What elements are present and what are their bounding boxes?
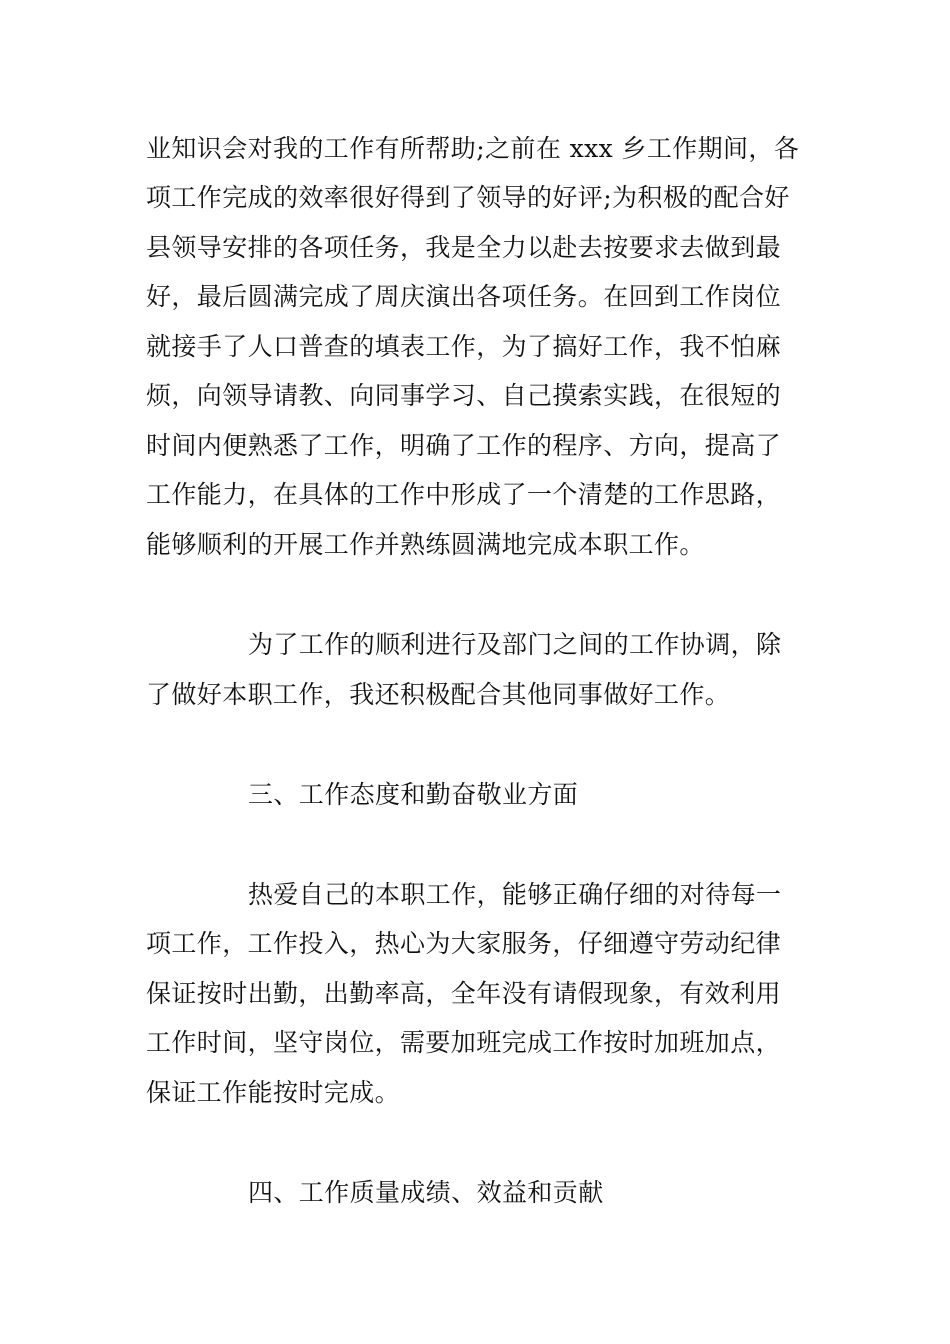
paragraph-2-line-2: 了做好本职工作，我还积极配合其他同事做好工作。 — [146, 680, 731, 709]
paragraph-1-line-6: 烦，向领导请教、向同事学习、自己摸索实践，在很短的 — [146, 381, 782, 410]
paragraph-1-line-5: 就接手了人口普查的填表工作，为了搞好工作，我不怕麻 — [146, 332, 782, 361]
paragraph-1-line-7: 时间内便熟悉了工作，明确了工作的程序、方向，提高了 — [146, 431, 782, 460]
section-heading-3: 三、工作态度和勤奋敬业方面 — [248, 780, 579, 809]
paragraph-1-line-8: 工作能力，在具体的工作中形成了一个清楚的工作思路， — [146, 480, 782, 509]
paragraph-1-line-2: 项工作完成的效率很好得到了领导的好评;为积极的配合好 — [146, 183, 790, 212]
paragraph-1-line-9: 能够顺利的开展工作并熟练圆满地完成本职工作。 — [146, 530, 705, 559]
paragraph-1-line-3: 县领导安排的各项任务，我是全力以赴去按要求去做到最 — [146, 233, 782, 262]
paragraph-3-line-1: 热爱自己的本职工作，能够正确仔细的对待每一 — [248, 880, 782, 909]
paragraph-3-line-3: 保证按时出勤，出勤率高，全年没有请假现象，有效利用 — [146, 979, 782, 1008]
paragraph-2-line-1: 为了工作的顺利进行及部门之间的工作协调，除 — [248, 630, 782, 659]
paragraph-1-line-1: 业知识会对我的工作有所帮助;之前在 xxx 乡工作期间，各 — [146, 134, 800, 163]
paragraph-3-line-5: 保证工作能按时完成。 — [146, 1078, 401, 1107]
paragraph-3-line-4: 工作时间，坚守岗位，需要加班完成工作按时加班加点， — [146, 1028, 782, 1057]
paragraph-1-line-4: 好，最后圆满完成了周庆演出各项任务。在回到工作岗位 — [146, 282, 782, 311]
section-heading-4: 四、工作质量成绩、效益和贡献 — [248, 1178, 604, 1207]
paragraph-3-line-2: 项工作，工作投入，热心为大家服务，仔细遵守劳动纪律 — [146, 929, 782, 958]
